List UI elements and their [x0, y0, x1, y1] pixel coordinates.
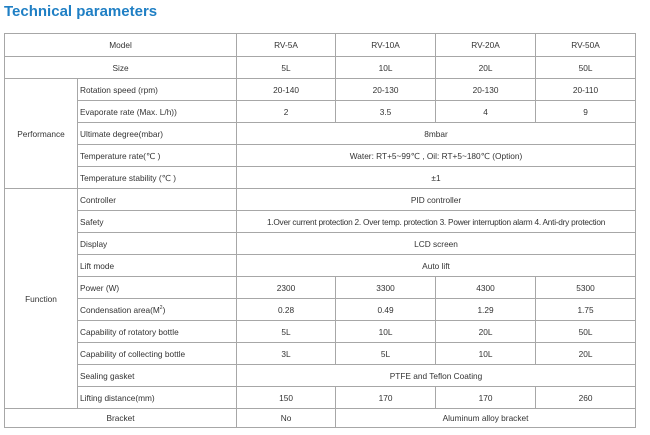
row-label: Controller: [78, 189, 237, 211]
value-cell-merged: ±1: [237, 167, 636, 189]
value-cell: 1.75: [536, 299, 636, 321]
row-label: [78, 299, 237, 321]
value-cell: 2: [237, 101, 336, 123]
value-cell: 10L: [436, 343, 536, 365]
table-row-lift-mode: [5, 255, 636, 277]
value-cell: 20-110: [536, 79, 636, 101]
value-cell: No: [237, 409, 336, 428]
value-cell: 260: [536, 387, 636, 409]
value-cell: 20-130: [436, 79, 536, 101]
row-label: Sealing gasket: [78, 365, 237, 387]
value-cell: 5300: [536, 277, 636, 299]
table-row-controller: [5, 189, 636, 211]
value-cell: 20-130: [336, 79, 436, 101]
model-cell: RV-50A: [536, 34, 636, 57]
row-label: Evaporate rate (Max. L/h)): [78, 101, 237, 123]
table-row-ultimate-degree: [5, 123, 636, 145]
table-row-temperature-rate: [5, 145, 636, 167]
table-row-bracket: [5, 409, 636, 428]
value-cell: 2300: [237, 277, 336, 299]
row-label: Lifting distance(mm): [78, 387, 237, 409]
row-label: Temperature stability (℃ ): [78, 167, 237, 189]
row-label: Temperature rate(℃ ): [78, 145, 237, 167]
value-cell: 0.49: [336, 299, 436, 321]
value-cell: 170: [336, 387, 436, 409]
row-label: Capability of rotatory bottle: [78, 321, 237, 343]
table-row-display: [5, 233, 636, 255]
table-row-collecting-bottle: [5, 343, 636, 365]
model-cell: RV-10A: [336, 34, 436, 57]
size-label: Size: [5, 57, 237, 79]
value-cell: 170: [436, 387, 536, 409]
table-row-rotation-speed: [5, 79, 636, 101]
value-cell: 5L: [336, 343, 436, 365]
value-cell: 20-140: [237, 79, 336, 101]
model-label: Model: [5, 34, 237, 57]
table-row-size: [5, 57, 636, 79]
value-cell-merged: PTFE and Teflon Coating: [237, 365, 636, 387]
table-row-evaporate-rate: [5, 101, 636, 123]
row-label: Capability of collecting bottle: [78, 343, 237, 365]
performance-group-label: Performance: [5, 79, 78, 189]
value-cell: 20L: [536, 343, 636, 365]
value-cell: 3.5: [336, 101, 436, 123]
superscript: 2: [159, 304, 163, 311]
value-cell-merged: 8mbar: [237, 123, 636, 145]
size-cell: 20L: [436, 57, 536, 79]
table-row-safety: [5, 211, 636, 233]
value-cell: 10L: [336, 321, 436, 343]
value-cell-merged: Aluminum alloy bracket: [336, 409, 636, 428]
value-cell: 9: [536, 101, 636, 123]
table-row-sealing-gasket: [5, 365, 636, 387]
row-label: Lift mode: [78, 255, 237, 277]
value-cell: 4300: [436, 277, 536, 299]
value-cell-merged: LCD screen: [237, 233, 636, 255]
row-label-end: ): [162, 304, 166, 315]
value-cell-merged: Auto lift: [237, 255, 636, 277]
table-row-rotatory-bottle: [5, 321, 636, 343]
value-cell-merged: Water: RT+5~99℃ , Oil: RT+5~180℃ (Option): [237, 145, 636, 167]
row-label-text: Condensation area(M: [80, 304, 160, 315]
row-label: Safety: [78, 211, 237, 233]
value-cell: 150: [237, 387, 336, 409]
table-row-temperature-stability: [5, 167, 636, 189]
function-group-label: Function: [5, 189, 78, 409]
table-row-condensation-area: [5, 299, 636, 321]
spec-table: [4, 33, 636, 428]
value-cell: 0.28: [237, 299, 336, 321]
bracket-label: Bracket: [5, 409, 237, 428]
value-cell: 3300: [336, 277, 436, 299]
value-cell-merged: PID controller: [237, 189, 636, 211]
value-cell: 1.29: [436, 299, 536, 321]
page-title: Technical parameters: [4, 3, 158, 20]
model-cell: RV-5A: [237, 34, 336, 57]
value-cell: 4: [436, 101, 536, 123]
row-label: Ultimate degree(mbar): [78, 123, 237, 145]
size-cell: 50L: [536, 57, 636, 79]
row-label: Power (W): [78, 277, 237, 299]
value-cell: 5L: [237, 321, 336, 343]
row-label: Display: [78, 233, 237, 255]
size-cell: 10L: [336, 57, 436, 79]
value-cell: 50L: [536, 321, 636, 343]
table-row-power: [5, 277, 636, 299]
table-row-lifting-distance: [5, 387, 636, 409]
size-cell: 5L: [237, 57, 336, 79]
table-row-model: [5, 34, 636, 57]
value-cell: 20L: [436, 321, 536, 343]
value-cell: 3L: [237, 343, 336, 365]
model-cell: RV-20A: [436, 34, 536, 57]
value-cell-merged: 1.Over current protection 2. Over temp. protection 3. Power interruption alarm 4. Anti-dry protection: [237, 211, 636, 233]
row-label: Rotation speed (rpm): [78, 79, 237, 101]
